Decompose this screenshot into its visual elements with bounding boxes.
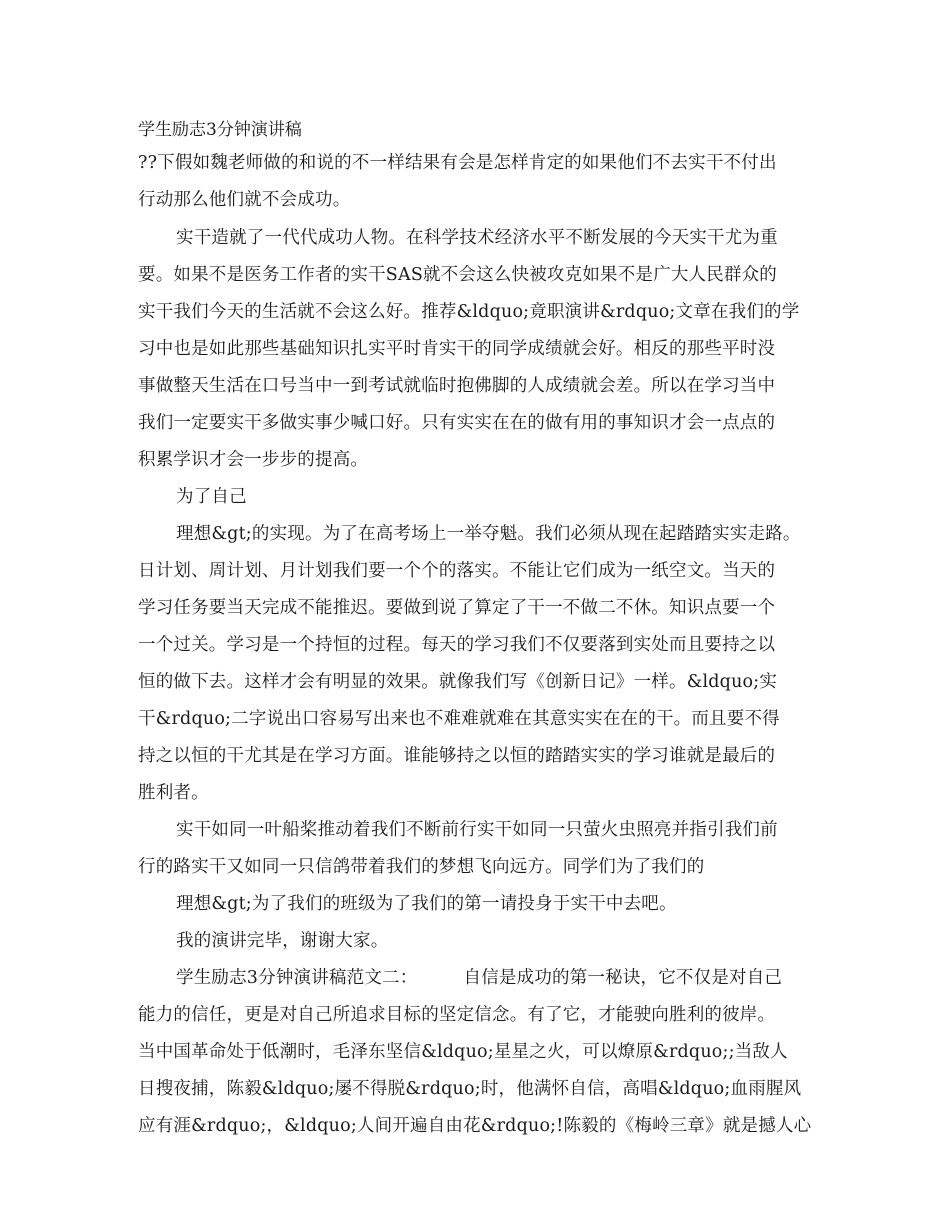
- text-line: 我的演讲完毕，谢谢大家。: [176, 931, 389, 951]
- text-line: ??下假如魏老师做的和说的不一样结果有会是怎样肯定的如果他们不去实干不付出: [138, 153, 777, 173]
- text-line: 实干如同一叶船桨推动着我们不断前行实干如同一只萤火虫照亮并指引我们前: [176, 820, 778, 840]
- text-line: 学生励志3分钟演讲稿范文二： 自信是成功的第一秘诀，它不仅是对自己: [176, 968, 783, 988]
- text-line: 行的路实干又如同一只信鸽带着我们的梦想飞向远方。同学们为了我们的: [138, 857, 705, 877]
- text-line: 行动那么他们就不会成功。: [138, 190, 351, 210]
- text-line: 要。如果不是医务工作者的实干SAS就不会这么快被攻克如果不是广大人民群众的: [138, 265, 778, 285]
- text-line: 干&rdquo;二字说出口容易写出来也不难难就难在其意实实在在的干。而且要不得: [138, 709, 780, 729]
- document-title: 学生励志3分钟演讲稿: [138, 120, 302, 140]
- text-line: 实干造就了一代代成功人物。在科学技术经济水平不断发展的今天实干尤为重: [176, 228, 778, 248]
- text-line: 理想&gt;的实现。为了在高考场上一举夺魁。我们必须从现在起踏踏实实走路。: [176, 524, 801, 544]
- text-line: 积累学识才会一步步的提高。: [138, 450, 369, 470]
- text-line: 我们一定要实干多做实事少喊口好。只有实实在在的做有用的事知识才会一点点的: [138, 413, 776, 433]
- text-line: 恒的做下去。这样才会有明显的效果。就像我们写《创新日记》一样。&ldquo;实: [138, 672, 778, 692]
- text-line: 胜利者。: [138, 783, 209, 803]
- text-line: 学习任务要当天完成不能推迟。要做到说了算定了干一不做二不休。知识点要一个: [138, 598, 776, 618]
- text-line: 能力的信任，更是对自己所追求目标的坚定信念。有了它，才能驶向胜利的彼岸。: [138, 1005, 776, 1025]
- text-line: 为了自己: [176, 487, 247, 507]
- text-line: 日计划、周计划、月计划我们要一个个的落实。不能让它们成为一纸空文。当天的: [138, 561, 776, 581]
- text-line: 当中国革命处于低潮时，毛泽东坚信&ldquo;星星之火，可以燎原&rdquo;;当敌人: [138, 1042, 788, 1062]
- text-line: 事做整天生活在口号当中一到考试就临时抱佛脚的人成绩就会差。所以在学习当中: [138, 376, 776, 396]
- text-line: 理想&gt;为了我们的班级为了我们的第一请投身于实干中去吧。: [176, 894, 677, 914]
- text-line: 习中也是如此那些基础知识扎实平时肯实干的同学成绩就会好。相反的那些平时没: [138, 339, 776, 359]
- text-line: 应有涯&rdquo;，&ldquo;人间开遍自由花&rdquo;!陈毅的《梅岭三章》就是撼人心: [138, 1116, 812, 1136]
- text-line: 实干我们今天的生活就不会这么好。推荐&ldquo;竟职演讲&rdquo;文章在我们的学: [138, 302, 800, 322]
- text-line: 日搜夜捕，陈毅&ldquo;屡不得脱&rdquo;时，他满怀自信，高唱&ldquo;血雨腥风: [138, 1079, 802, 1099]
- text-line: 一个过关。学习是一个持恒的过程。每天的学习我们不仅要落到实处而且要持之以: [138, 635, 776, 655]
- text-line: 持之以恒的干尤其是在学习方面。谁能够持之以恒的踏踏实实的学习谁就是最后的: [138, 746, 776, 766]
